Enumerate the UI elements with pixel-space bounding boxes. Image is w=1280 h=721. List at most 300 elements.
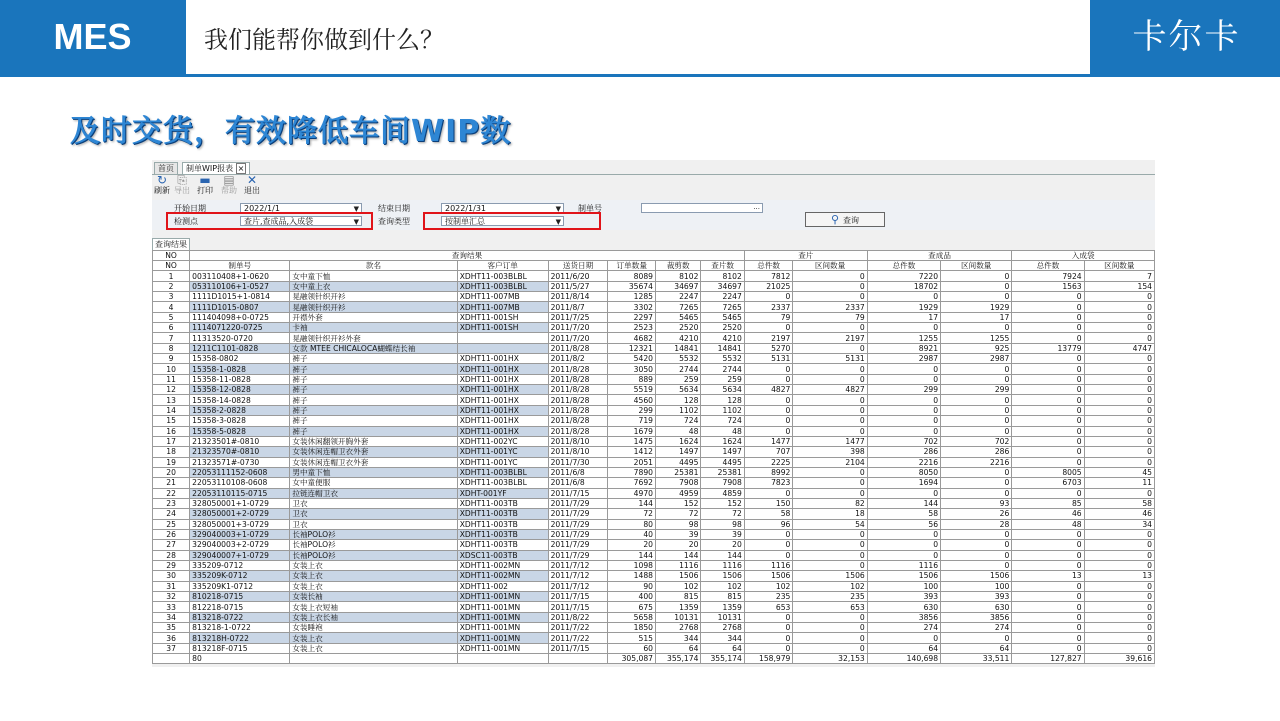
table-row[interactable] xyxy=(153,333,1155,343)
table-cell[interactable]: 7265 xyxy=(701,302,744,312)
table-cell[interactable]: 0 xyxy=(744,612,793,622)
table-cell[interactable]: 37 xyxy=(153,643,190,653)
table-cell[interactable]: 2011/7/29 xyxy=(548,498,608,508)
table-cell[interactable]: 8921 xyxy=(867,343,940,353)
column-header[interactable]: 区间数量 xyxy=(1084,261,1154,271)
table-cell[interactable]: 35 xyxy=(153,623,190,633)
table-cell[interactable]: 2011/8/14 xyxy=(548,292,608,302)
table-cell[interactable]: 0 xyxy=(1084,447,1154,457)
table-cell[interactable]: 0 xyxy=(1012,395,1084,405)
table-cell[interactable]: 28 xyxy=(153,550,190,560)
table-cell[interactable]: 102 xyxy=(701,581,744,591)
table-cell[interactable]: 0 xyxy=(1084,550,1154,560)
table-cell[interactable]: 4747 xyxy=(1084,343,1154,353)
table-cell[interactable]: 1477 xyxy=(744,436,793,446)
table-cell[interactable]: 0 xyxy=(1084,292,1154,302)
table-cell[interactable]: 150 xyxy=(744,498,793,508)
table-cell[interactable]: 裤子 xyxy=(290,364,457,374)
table-cell[interactable]: 0 xyxy=(941,405,1012,415)
table-cell[interactable]: 30 xyxy=(153,571,190,581)
table-cell[interactable]: 2011/7/29 xyxy=(548,540,608,550)
table-cell[interactable]: 1116 xyxy=(655,560,700,570)
table-cell[interactable]: 0 xyxy=(1012,302,1084,312)
table-row[interactable] xyxy=(153,281,1155,291)
table-cell[interactable]: XDHT11-002MN xyxy=(457,560,548,570)
table-cell[interactable]: 0 xyxy=(1012,312,1084,322)
table-cell[interactable]: 1114071220-0725 xyxy=(190,323,290,333)
table-cell[interactable]: 5658 xyxy=(608,612,656,622)
table-cell[interactable]: 0 xyxy=(941,292,1012,302)
table-cell[interactable]: 女装休闲连帽卫衣外套 xyxy=(290,457,457,467)
table-cell[interactable]: 15 xyxy=(153,416,190,426)
table-cell[interactable]: 裤子 xyxy=(290,385,457,395)
table-cell[interactable]: 0 xyxy=(744,529,793,539)
table-row[interactable] xyxy=(153,509,1155,519)
table-cell[interactable]: 0 xyxy=(867,529,940,539)
table-cell[interactable]: 5 xyxy=(153,312,190,322)
table-cell[interactable]: 25 xyxy=(153,519,190,529)
table-cell[interactable]: 女装休闲连帽卫衣外套 xyxy=(290,447,457,457)
table-cell[interactable]: 2011/7/29 xyxy=(548,519,608,529)
table-cell[interactable]: 2297 xyxy=(608,312,656,322)
table-cell[interactable]: 724 xyxy=(655,416,700,426)
table-cell[interactable]: XDHT11-001MN xyxy=(457,592,548,602)
table-cell[interactable]: 154 xyxy=(1084,281,1154,291)
table-cell[interactable]: 1506 xyxy=(655,571,700,581)
table-cell[interactable]: 2520 xyxy=(655,323,700,333)
table-cell[interactable]: 100 xyxy=(941,581,1012,591)
table-row[interactable] xyxy=(153,643,1155,653)
table-cell[interactable]: 79 xyxy=(793,312,867,322)
table-cell[interactable]: 0 xyxy=(793,633,867,643)
table-cell[interactable]: 男中童下恤 xyxy=(290,467,457,477)
table-cell[interactable]: 72 xyxy=(608,509,656,519)
table-cell[interactable]: 1506 xyxy=(867,571,940,581)
table-cell[interactable]: 2104 xyxy=(793,457,867,467)
table-cell[interactable]: 1116 xyxy=(867,560,940,570)
table-cell[interactable]: 0 xyxy=(1012,488,1084,498)
table-cell[interactable]: 2011/7/12 xyxy=(548,571,608,581)
table-cell[interactable]: 0 xyxy=(1012,592,1084,602)
print-button[interactable] xyxy=(195,174,215,195)
table-cell[interactable]: 女装上衣 xyxy=(290,633,457,643)
table-cell[interactable]: 0 xyxy=(941,633,1012,643)
table-cell[interactable]: 0 xyxy=(793,343,867,353)
table-cell[interactable]: XDHT11-001HX xyxy=(457,385,548,395)
table-row[interactable] xyxy=(153,498,1155,508)
table-cell[interactable]: 21 xyxy=(153,478,190,488)
table-cell[interactable]: 0 xyxy=(1084,560,1154,570)
table-cell[interactable]: 女装上衣短袖 xyxy=(290,602,457,612)
table-cell[interactable]: 235 xyxy=(744,592,793,602)
table-cell[interactable]: 1359 xyxy=(701,602,744,612)
table-cell[interactable]: 299 xyxy=(941,385,1012,395)
table-cell[interactable]: 58 xyxy=(867,509,940,519)
table-cell[interactable]: 328050001+1-0729 xyxy=(190,498,290,508)
table-cell[interactable]: 299 xyxy=(608,405,656,415)
table-cell[interactable]: 2987 xyxy=(867,354,940,364)
table-cell[interactable]: 0 xyxy=(744,292,793,302)
table-cell[interactable]: 7908 xyxy=(655,478,700,488)
table-cell[interactable]: 812218-0715 xyxy=(190,602,290,612)
table-cell[interactable]: 72 xyxy=(701,509,744,519)
table-cell[interactable]: 2197 xyxy=(793,333,867,343)
table-cell[interactable]: 26 xyxy=(153,529,190,539)
table-row[interactable] xyxy=(153,447,1155,457)
table-cell[interactable]: 274 xyxy=(941,623,1012,633)
table-cell[interactable]: XDHT11-007MB xyxy=(457,292,548,302)
table-cell[interactable] xyxy=(457,333,548,343)
table-cell[interactable]: 2 xyxy=(153,281,190,291)
table-cell[interactable]: 1679 xyxy=(608,426,656,436)
table-cell[interactable]: XDHT11-003TB xyxy=(457,529,548,539)
column-header[interactable]: 送货日期 xyxy=(548,261,608,271)
table-row[interactable] xyxy=(153,519,1155,529)
table-cell[interactable]: 813218F-0715 xyxy=(190,643,290,653)
table-cell[interactable]: 0 xyxy=(1012,292,1084,302)
table-cell[interactable]: 1506 xyxy=(744,571,793,581)
table-cell[interactable]: XDHT-001YF xyxy=(457,488,548,498)
column-header[interactable]: 制单号 xyxy=(190,261,290,271)
table-cell[interactable]: 0 xyxy=(744,416,793,426)
column-header[interactable]: 区间数量 xyxy=(793,261,867,271)
table-cell[interactable]: 0 xyxy=(793,395,867,405)
table-cell[interactable]: 128 xyxy=(701,395,744,405)
table-cell[interactable]: 13 xyxy=(153,395,190,405)
table-cell[interactable]: 卡袖 xyxy=(290,323,457,333)
table-cell[interactable]: 58 xyxy=(744,509,793,519)
table-cell[interactable]: 4495 xyxy=(655,457,700,467)
table-cell[interactable]: 40 xyxy=(608,529,656,539)
table-cell[interactable]: 14 xyxy=(153,405,190,415)
table-cell[interactable]: 17 xyxy=(153,436,190,446)
table-cell[interactable]: 0 xyxy=(941,323,1012,333)
table-cell[interactable]: 8050 xyxy=(867,467,940,477)
table-cell[interactable]: 1694 xyxy=(867,478,940,488)
table-cell[interactable]: 0 xyxy=(1084,416,1154,426)
table-cell[interactable]: 64 xyxy=(701,643,744,653)
table-cell[interactable]: 0 xyxy=(1012,333,1084,343)
table-cell[interactable]: 裤子 xyxy=(290,416,457,426)
table-cell[interactable]: 9 xyxy=(153,354,190,364)
table-row[interactable] xyxy=(153,571,1155,581)
table-cell[interactable]: 2011/8/2 xyxy=(548,354,608,364)
table-cell[interactable]: 1477 xyxy=(793,436,867,446)
table-cell[interactable]: 0 xyxy=(744,540,793,550)
table-cell[interactable]: 0 xyxy=(1012,354,1084,364)
table-cell[interactable]: 2011/8/28 xyxy=(548,416,608,426)
table-row[interactable] xyxy=(153,457,1155,467)
table-cell[interactable]: 45 xyxy=(1084,467,1154,477)
table-cell[interactable]: 0 xyxy=(1084,426,1154,436)
table-cell[interactable]: 女装上衣 xyxy=(290,560,457,570)
table-cell[interactable]: 630 xyxy=(941,602,1012,612)
table-cell[interactable]: 2011/7/20 xyxy=(548,333,608,343)
table-cell[interactable]: 2197 xyxy=(744,333,793,343)
table-cell[interactable]: 152 xyxy=(701,498,744,508)
table-cell[interactable]: 8102 xyxy=(701,271,744,281)
table-cell[interactable]: 1211C1101-0828 xyxy=(190,343,290,353)
table-cell[interactable]: 90 xyxy=(608,581,656,591)
table-cell[interactable]: 102 xyxy=(793,581,867,591)
table-cell[interactable]: 0 xyxy=(1084,581,1154,591)
table-cell[interactable]: 1102 xyxy=(701,405,744,415)
table-cell[interactable]: 2768 xyxy=(655,623,700,633)
table-cell[interactable]: 0 xyxy=(1012,436,1084,446)
table-cell[interactable]: 100 xyxy=(867,581,940,591)
table-cell[interactable]: 0 xyxy=(793,374,867,384)
column-header[interactable]: NO xyxy=(153,261,190,271)
table-cell[interactable]: 0 xyxy=(1012,602,1084,612)
tab-wip-report[interactable] xyxy=(182,162,250,174)
table-cell[interactable]: 22053111152-0608 xyxy=(190,467,290,477)
table-cell[interactable]: 286 xyxy=(867,447,940,457)
table-cell[interactable]: 4 xyxy=(153,302,190,312)
table-cell[interactable]: 0 xyxy=(793,364,867,374)
table-cell[interactable]: 2011/8/10 xyxy=(548,447,608,457)
table-cell[interactable]: 0 xyxy=(793,643,867,653)
table-cell[interactable]: 0 xyxy=(1084,302,1154,312)
table-row[interactable] xyxy=(153,623,1155,633)
table-cell[interactable]: 925 xyxy=(941,343,1012,353)
table-cell[interactable]: 0 xyxy=(941,395,1012,405)
table-cell[interactable]: 329040007+1-0729 xyxy=(190,550,290,560)
table-cell[interactable]: 344 xyxy=(701,633,744,643)
table-cell[interactable]: 4859 xyxy=(701,488,744,498)
table-cell[interactable]: 0 xyxy=(1012,416,1084,426)
table-cell[interactable]: 26 xyxy=(941,509,1012,519)
table-cell[interactable]: 702 xyxy=(867,436,940,446)
table-cell[interactable]: 2011/8/28 xyxy=(548,426,608,436)
table-cell[interactable]: 4959 xyxy=(655,488,700,498)
table-cell[interactable]: 晃融领针织开衫外套 xyxy=(290,333,457,343)
table-cell[interactable]: XDHT11-003TB xyxy=(457,519,548,529)
table-cell[interactable]: 0 xyxy=(1012,457,1084,467)
table-cell[interactable]: 259 xyxy=(655,374,700,384)
table-cell[interactable]: 4495 xyxy=(701,457,744,467)
table-cell[interactable]: 0 xyxy=(867,323,940,333)
table-cell[interactable]: 0 xyxy=(744,643,793,653)
table-cell[interactable]: 20 xyxy=(608,540,656,550)
table-cell[interactable]: 2247 xyxy=(655,292,700,302)
table-cell[interactable]: 卫衣 xyxy=(290,498,457,508)
table-cell[interactable]: 裤子 xyxy=(290,374,457,384)
table-cell[interactable]: 7823 xyxy=(744,478,793,488)
table-cell[interactable]: 813218-1-0722 xyxy=(190,623,290,633)
table-cell[interactable]: 144 xyxy=(655,550,700,560)
table-cell[interactable]: 13 xyxy=(1084,571,1154,581)
table-cell[interactable]: 144 xyxy=(608,550,656,560)
table-cell[interactable]: 56 xyxy=(867,519,940,529)
table-cell[interactable]: 0 xyxy=(744,623,793,633)
table-cell[interactable]: XDSC11-003TB xyxy=(457,550,548,560)
table-cell[interactable]: XDHT11-003TB xyxy=(457,509,548,519)
table-cell[interactable]: 17 xyxy=(941,312,1012,322)
table-cell[interactable]: 3856 xyxy=(867,612,940,622)
table-cell[interactable]: 0 xyxy=(1084,457,1154,467)
table-cell[interactable]: 2011/8/28 xyxy=(548,385,608,395)
table-cell[interactable]: XDHT11-001HX xyxy=(457,395,548,405)
table-cell[interactable]: 2011/7/15 xyxy=(548,592,608,602)
table-cell[interactable]: 女装上衣 xyxy=(290,581,457,591)
table-cell[interactable]: 7924 xyxy=(1012,271,1084,281)
table-row[interactable] xyxy=(153,602,1155,612)
table-cell[interactable]: 5634 xyxy=(655,385,700,395)
table-cell[interactable]: 48 xyxy=(655,426,700,436)
table-cell[interactable]: 0 xyxy=(793,416,867,426)
table-cell[interactable]: 裤子 xyxy=(290,395,457,405)
column-header[interactable]: 查片数 xyxy=(701,261,744,271)
table-row[interactable] xyxy=(153,488,1155,498)
table-cell[interactable]: 2011/7/20 xyxy=(548,323,608,333)
table-cell[interactable]: 女装睡袍 xyxy=(290,623,457,633)
table-cell[interactable]: 719 xyxy=(608,416,656,426)
table-cell[interactable]: 2011/7/15 xyxy=(548,602,608,612)
table-cell[interactable]: 32 xyxy=(153,592,190,602)
table-cell[interactable]: 2216 xyxy=(941,457,1012,467)
table-cell[interactable]: XDHT11-003BLBL xyxy=(457,271,548,281)
table-cell[interactable]: 15358-1-0828 xyxy=(190,364,290,374)
table-cell[interactable]: 0 xyxy=(744,374,793,384)
table-cell[interactable]: 393 xyxy=(867,592,940,602)
table-cell[interactable]: 8005 xyxy=(1012,467,1084,477)
table-cell[interactable]: 22 xyxy=(153,488,190,498)
table-cell[interactable]: 2768 xyxy=(701,623,744,633)
table-cell[interactable]: 0 xyxy=(1084,602,1154,612)
table-cell[interactable]: 335209K-0712 xyxy=(190,571,290,581)
table-cell[interactable]: 653 xyxy=(744,602,793,612)
table-cell[interactable]: 274 xyxy=(867,623,940,633)
table-cell[interactable]: 0 xyxy=(1012,633,1084,643)
table-cell[interactable]: 15358-5-0828 xyxy=(190,426,290,436)
table-cell[interactable]: 1255 xyxy=(941,333,1012,343)
table-cell[interactable]: 2011/8/28 xyxy=(548,343,608,353)
table-cell[interactable]: 98 xyxy=(655,519,700,529)
table-cell[interactable]: 2051 xyxy=(608,457,656,467)
table-cell[interactable]: 0 xyxy=(867,633,940,643)
table-cell[interactable]: 25381 xyxy=(701,467,744,477)
table-cell[interactable]: 2011/7/12 xyxy=(548,560,608,570)
table-cell[interactable]: 0 xyxy=(793,405,867,415)
table-cell[interactable]: XDHT11-002MN xyxy=(457,571,548,581)
table-cell[interactable]: 5131 xyxy=(793,354,867,364)
table-cell[interactable]: 2011/7/29 xyxy=(548,550,608,560)
table-cell[interactable]: 女装上衣 xyxy=(290,571,457,581)
table-cell[interactable]: 女装休闲翻领开胸外套 xyxy=(290,436,457,446)
table-cell[interactable]: 0 xyxy=(1084,643,1154,653)
table-cell[interactable]: 0 xyxy=(941,467,1012,477)
table-cell[interactable]: 15358-14-0828 xyxy=(190,395,290,405)
table-cell[interactable]: 0 xyxy=(1012,426,1084,436)
table-cell[interactable]: 20 xyxy=(153,467,190,477)
table-cell[interactable]: 11 xyxy=(153,374,190,384)
table-cell[interactable]: 女款 MTEE CHICALOCA蝴蝶结长袖 xyxy=(290,343,457,353)
table-cell[interactable]: 80 xyxy=(608,519,656,529)
table-cell[interactable]: 98 xyxy=(701,519,744,529)
table-cell[interactable]: 28 xyxy=(941,519,1012,529)
table-cell[interactable]: 0 xyxy=(1084,385,1154,395)
table-cell[interactable]: XDHT11-001MN xyxy=(457,633,548,643)
table-cell[interactable]: XDHT11-003BLBL xyxy=(457,467,548,477)
table-cell[interactable]: 0 xyxy=(793,560,867,570)
table-cell[interactable]: 0 xyxy=(1084,312,1154,322)
table-cell[interactable]: 335209-0712 xyxy=(190,560,290,570)
table-row[interactable] xyxy=(153,478,1155,488)
table-cell[interactable]: 0 xyxy=(1012,550,1084,560)
table-cell[interactable]: 裤子 xyxy=(290,426,457,436)
table-cell[interactable]: 19 xyxy=(153,457,190,467)
table-cell[interactable]: 54 xyxy=(793,519,867,529)
table-cell[interactable]: 长袖POLO衫 xyxy=(290,550,457,560)
table-cell[interactable]: 0 xyxy=(941,416,1012,426)
table-cell[interactable]: 15358-0802 xyxy=(190,354,290,364)
table-cell[interactable]: 0 xyxy=(1012,623,1084,633)
table-cell[interactable]: 12 xyxy=(153,385,190,395)
table-row[interactable] xyxy=(153,395,1155,405)
table-row[interactable] xyxy=(153,633,1155,643)
table-cell[interactable]: 2011/7/12 xyxy=(548,581,608,591)
table-cell[interactable]: 7692 xyxy=(608,478,656,488)
table-cell[interactable]: 34697 xyxy=(701,281,744,291)
ellipsis-icon[interactable]: ··· xyxy=(753,205,760,213)
table-cell[interactable]: 0 xyxy=(1012,385,1084,395)
table-cell[interactable]: 裤子 xyxy=(290,405,457,415)
table-cell[interactable]: 0 xyxy=(793,281,867,291)
table-cell[interactable]: 0 xyxy=(1084,354,1154,364)
table-row[interactable] xyxy=(153,354,1155,364)
table-cell[interactable]: 0 xyxy=(1084,633,1154,643)
refresh-button[interactable] xyxy=(152,174,172,195)
table-cell[interactable]: 0 xyxy=(867,374,940,384)
table-cell[interactable]: 46 xyxy=(1084,509,1154,519)
column-header[interactable]: 区间数量 xyxy=(941,261,1012,271)
table-cell[interactable]: 3 xyxy=(153,292,190,302)
table-cell[interactable]: 21025 xyxy=(744,281,793,291)
table-cell[interactable]: 长袖POLO衫 xyxy=(290,529,457,539)
table-cell[interactable]: 15358-11-0828 xyxy=(190,374,290,384)
table-cell[interactable]: XDHT11-001HX xyxy=(457,426,548,436)
table-cell[interactable]: 8 xyxy=(153,343,190,353)
table-cell[interactable]: 7812 xyxy=(744,271,793,281)
table-cell[interactable]: 11 xyxy=(1084,478,1154,488)
table-cell[interactable]: XDHT11-001HX xyxy=(457,374,548,384)
table-cell[interactable]: 18 xyxy=(153,447,190,457)
table-cell[interactable]: 0 xyxy=(941,426,1012,436)
table-cell[interactable]: 女装上衣长袖 xyxy=(290,612,457,622)
table-cell[interactable]: XDHT11-001YC xyxy=(457,457,548,467)
result-tab[interactable]: 查询结果 xyxy=(152,238,190,250)
table-cell[interactable]: 144 xyxy=(867,498,940,508)
table-cell[interactable]: 1359 xyxy=(655,602,700,612)
table-cell[interactable]: 1624 xyxy=(655,436,700,446)
table-cell[interactable]: 7890 xyxy=(608,467,656,477)
table-cell[interactable]: 2337 xyxy=(793,302,867,312)
table-cell[interactable]: 27 xyxy=(153,540,190,550)
column-header[interactable]: 总件数 xyxy=(1012,261,1084,271)
table-cell[interactable]: 1116 xyxy=(744,560,793,570)
table-cell[interactable]: XDHT11-001SH xyxy=(457,323,548,333)
table-cell[interactable]: 2011/6/20 xyxy=(548,271,608,281)
table-cell[interactable]: 5532 xyxy=(655,354,700,364)
table-cell[interactable]: 96 xyxy=(744,519,793,529)
table-cell[interactable]: 4682 xyxy=(608,333,656,343)
column-header[interactable]: 款名 xyxy=(290,261,457,271)
table-cell[interactable]: 2011/7/15 xyxy=(548,643,608,653)
table-cell[interactable]: 0 xyxy=(1012,323,1084,333)
table-cell[interactable]: 60 xyxy=(608,643,656,653)
table-cell[interactable]: 15358-12-0828 xyxy=(190,385,290,395)
table-cell[interactable]: 0 xyxy=(1084,323,1154,333)
